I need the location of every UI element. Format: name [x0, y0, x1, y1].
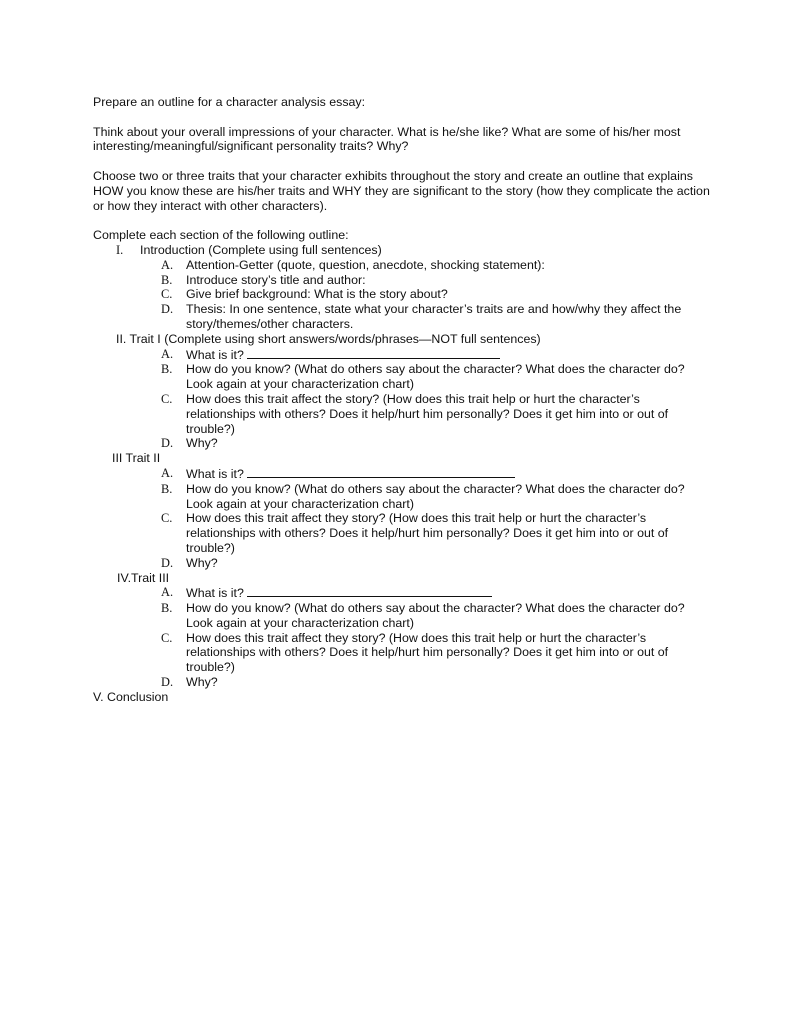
section-trait-three [117, 571, 713, 586]
outline-item [161, 585, 713, 601]
item-text-with-blank [186, 585, 691, 601]
item-text: What is it? [186, 347, 244, 362]
outline-instruction: Complete each section of the following outline: [93, 228, 349, 243]
intro-paragraph-traits: Choose two or three traits that your character exhibits throughout the story and create an outline that explains HOW you know these are his/her traits and WHY they are significant to the story (how they complicate the action or how they interact with other characters). [93, 168, 710, 213]
outline-item [161, 302, 713, 332]
item-text: Give brief background: What is the story about? [186, 287, 448, 302]
item-marker: C. [161, 630, 173, 645]
section-label: V. Conclusion [93, 689, 169, 704]
item-text: How does this trait affect they story? (How does this trait help or hurt the character’s relationships with others? Does it help/hurt him personally? Does it get him into or out of trouble?) [186, 630, 669, 675]
answer-blank-line[interactable] [247, 466, 515, 478]
section-label: IV.Trait III [117, 570, 170, 585]
item-marker: A. [161, 346, 174, 361]
document-page [93, 95, 713, 705]
item-text: How do you know? (What do others say about the character? What does the character do? Look again at your characterization chart) [186, 481, 685, 511]
outline-item [161, 556, 713, 571]
outline-item [161, 436, 713, 451]
outline-item [161, 258, 713, 273]
outline-item [161, 287, 713, 302]
item-text: Why? [186, 675, 218, 690]
item-marker: D. [161, 436, 174, 451]
item-text: What is it? [186, 466, 244, 481]
item-marker: C. [161, 391, 173, 406]
item-marker: C. [161, 287, 173, 302]
section-label: III Trait II [112, 451, 161, 466]
item-text: Thesis: In one sentence, state what your character’s traits are and how/why they affect the story/themes/other characters. [186, 302, 682, 331]
item-marker: A. [161, 585, 174, 600]
outline-item [161, 347, 713, 363]
outline-item [161, 273, 713, 288]
item-text: How does this trait affect they story? (How does this trait help or hurt the character’s relationships with others? Does it help/hurt him personally? Does it get him into or out of trouble?) [186, 511, 669, 555]
outline-item [161, 362, 713, 392]
item-marker: D. [161, 302, 174, 317]
item-text: How do you know? (What do others say about the character? What does the character do? Look again at your characterization chart) [186, 601, 685, 630]
item-marker: A. [161, 257, 174, 272]
item-text-with-blank [186, 466, 691, 482]
section-label: II. Trait I (Complete using short answers/words/phrases—NOT full sentences) [116, 331, 541, 346]
item-marker: D. [161, 555, 174, 570]
outline-item [161, 631, 713, 675]
item-marker: B. [161, 601, 173, 616]
item-marker: B. [161, 362, 173, 377]
item-marker: B. [161, 481, 173, 496]
item-text: Attention-Getter (quote, question, anecdote, shocking statement): [186, 257, 545, 272]
section-conclusion [93, 690, 713, 705]
outline-item [161, 392, 713, 436]
section-label: Introduction (Complete using full sentences) [140, 242, 382, 257]
outline-item [161, 482, 713, 512]
intro-heading: Prepare an outline for a character analysis essay: [93, 95, 366, 109]
item-text: What is it? [186, 586, 244, 601]
item-marker: B. [161, 272, 173, 287]
answer-blank-line[interactable] [247, 585, 492, 597]
item-text: Why? [186, 436, 218, 451]
outline-item [161, 466, 713, 482]
outline-item [161, 511, 713, 555]
intro-paragraph-impressions: Think about your overall impressions of your character. What is he/she like? What are some of his/her most interesting/meaningful/significant personality traits? Why? [93, 124, 681, 154]
section-introduction [116, 243, 713, 258]
item-text: Why? [186, 555, 218, 570]
item-text: How does this trait affect the story? (How does this trait help or hurt the character’s relationships with others? Does it help/hurt him personally? Does it get him into or out of trouble?) [186, 391, 669, 436]
section-trait-one [116, 332, 713, 347]
section-trait-two [112, 451, 713, 466]
item-text: How do you know? (What do others say about the character? What does the character do? Look again at your characterization chart) [186, 362, 685, 392]
item-marker: C. [161, 511, 173, 526]
outline-item [161, 675, 713, 690]
item-marker: A. [161, 465, 174, 480]
answer-blank-line[interactable] [247, 347, 500, 359]
roman-numeral: I. [116, 242, 124, 257]
item-marker: D. [161, 675, 174, 690]
outline-item [161, 601, 713, 631]
item-text: Introduce story’s title and author: [186, 272, 366, 287]
item-text-with-blank [186, 347, 691, 363]
